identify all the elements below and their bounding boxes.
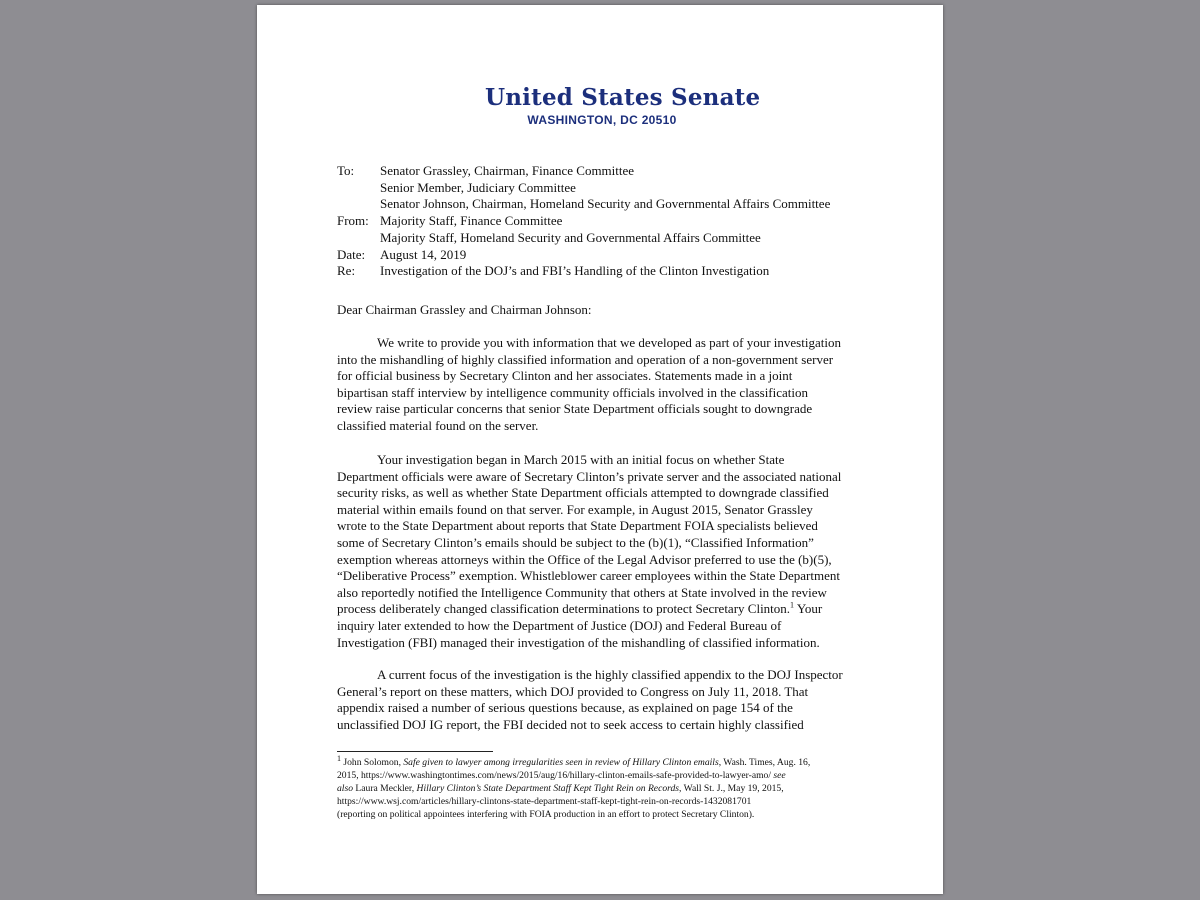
memo-to-line: Senior Member, Judiciary Committee — [380, 179, 576, 195]
footnote-article-title: Hillary Clinton’s State Department Staff Kept Tight Rein on Records — [416, 783, 680, 795]
memo-to-line: Senator Johnson, Chairman, Homeland Security and Governmental Affairs Committee — [380, 196, 831, 212]
paragraph-line: material within emails found on that server. For example, in August 2015, Senator Grassley — [337, 501, 813, 517]
memo-from-line: Majority Staff, Homeland Security and Governmental Affairs Committee — [380, 229, 761, 245]
memo-date-value: August 14, 2019 — [380, 246, 467, 262]
memo-date-row — [337, 247, 897, 264]
paragraph-line: for official business by Secretary Clinton and her associates. Statements made in a joint — [337, 368, 793, 384]
footnote-line: 2015, https://www.washingtontimes.com/news/2015/aug/16/hillary-clinton-emails-safe-provided-to-lawyer-amo/ see — [337, 770, 786, 782]
paragraph-line: A current focus of the investigation is the highly classified appendix to the DOJ Inspector — [377, 667, 843, 682]
paragraph-line: “Deliberative Process” exemption. Whistleblower career employees within the State Department — [337, 568, 840, 584]
paragraph-line: Investigation (FBI) managed their investigation of the mishandling of classified information. — [337, 634, 820, 650]
footnote-number: 1 — [337, 753, 341, 763]
footnote-line: (reporting on political appointees interfering with FOIA production in an effort to protect Secretary Clinton). — [337, 809, 755, 821]
memo-from-line: Majority Staff, Finance Committee — [380, 213, 563, 229]
paragraph-line: review raise particular concerns that senior State Department officials sought to downgrade — [337, 401, 813, 417]
document-page — [257, 5, 943, 894]
footnote-line: also Laura Meckler, Hillary Clinton’s State Department Staff Kept Tight Rein on Records, Wall St. J., May 19, 2015, — [337, 783, 784, 795]
paragraph-line: security risks, as well as whether State Department officials attempted to downgrade classified — [337, 485, 829, 501]
memo-from-row — [337, 230, 897, 247]
memo-to-row — [337, 163, 897, 180]
memo-to-row — [337, 196, 897, 213]
paragraph-2 — [337, 452, 877, 651]
paragraph-line: Your investigation began in March 2015 with an initial focus on whether State — [377, 452, 785, 467]
memo-re-row — [337, 263, 897, 280]
paragraph-line — [337, 601, 877, 618]
paragraph-line: Department officials were aware of Secretary Clinton’s private server and the associated national — [337, 468, 842, 484]
paragraph-line-text: process deliberately changed classification determinations to protect Secretary Clinton. — [337, 601, 791, 617]
paragraph-line: General’s report on these matters, which DOJ provided to Congress on July 11, 2018. That — [337, 683, 809, 699]
memo-from-label: From: — [337, 213, 369, 229]
paragraph-line: exemption whereas attorneys within the Office of the Legal Advisor preferred to use the (b)(5), — [337, 551, 832, 567]
paragraph-line: wrote to the State Department about reports that State Department FOIA specialists believed — [337, 518, 818, 534]
memo-from-row — [337, 213, 897, 230]
paragraph-line: classified material found on the server. — [337, 417, 539, 433]
paragraph-line-text: Your — [796, 601, 823, 617]
footnote-line: $^1$ John Solomon, Safe given to lawyer among irregularities seen in review of Hillary Clinton emails, Wash. Times, Aug. 16, — [337, 753, 811, 768]
footnote-line: https://www.wsj.com/articles/hillary-clintons-state-department-staff-kept-tight-rein-on-records-1432081701 — [337, 796, 752, 808]
memo-to-line: Senator Grassley, Chairman, Finance Committee — [380, 163, 635, 178]
memo-re-label: Re: — [337, 263, 356, 279]
memo-re-value: Investigation of the DOJ’s and FBI’s Handling of the Clinton Investigation — [380, 263, 770, 279]
paragraph-line: We write to provide you with information that we developed as part of your investigation — [377, 335, 841, 350]
paragraph-line: some of Secretary Clinton’s emails should be subject to the (b)(1), “Classified Information” — [337, 534, 814, 550]
memo-header — [337, 163, 897, 280]
salutation: Dear Chairman Grassley and Chairman Johnson: — [337, 302, 592, 317]
paragraph-line: into the mishandling of highly classified information and operation of a non-government server — [337, 351, 834, 367]
paragraph-line: bipartisan staff interview by intelligence community officials involved in the classification — [337, 384, 809, 400]
paragraph-3 — [337, 667, 877, 733]
paragraph-1 — [337, 335, 877, 435]
letterhead — [485, 84, 761, 128]
footnote-divider — [337, 751, 493, 752]
paragraph-line: unclassified DOJ IG report, the FBI decided not to seek access to certain highly classified — [337, 716, 804, 732]
paragraph-line: inquiry later extended to how the Department of Justice (DOJ) and Federal Bureau of — [337, 617, 782, 633]
footnote — [337, 753, 897, 821]
paragraph-line: appendix raised a number of serious questions because, as explained on page 154 of the — [337, 700, 793, 716]
footnote-reference: 1 — [790, 601, 795, 611]
letterhead-title: United States Senate — [485, 84, 761, 111]
memo-to-label: To: — [337, 163, 355, 178]
footnote-article-title: Safe given to lawyer among irregularities seen in review of Hillary Clinton emails — [403, 757, 719, 768]
memo-to-row — [337, 180, 897, 197]
letterhead-subtitle: WASHINGTON, DC 20510 — [527, 113, 677, 127]
paragraph-line: also reportedly notified the Intelligence Community that others at State involved in the review — [337, 584, 827, 600]
memo-date-label: Date: — [337, 246, 366, 262]
